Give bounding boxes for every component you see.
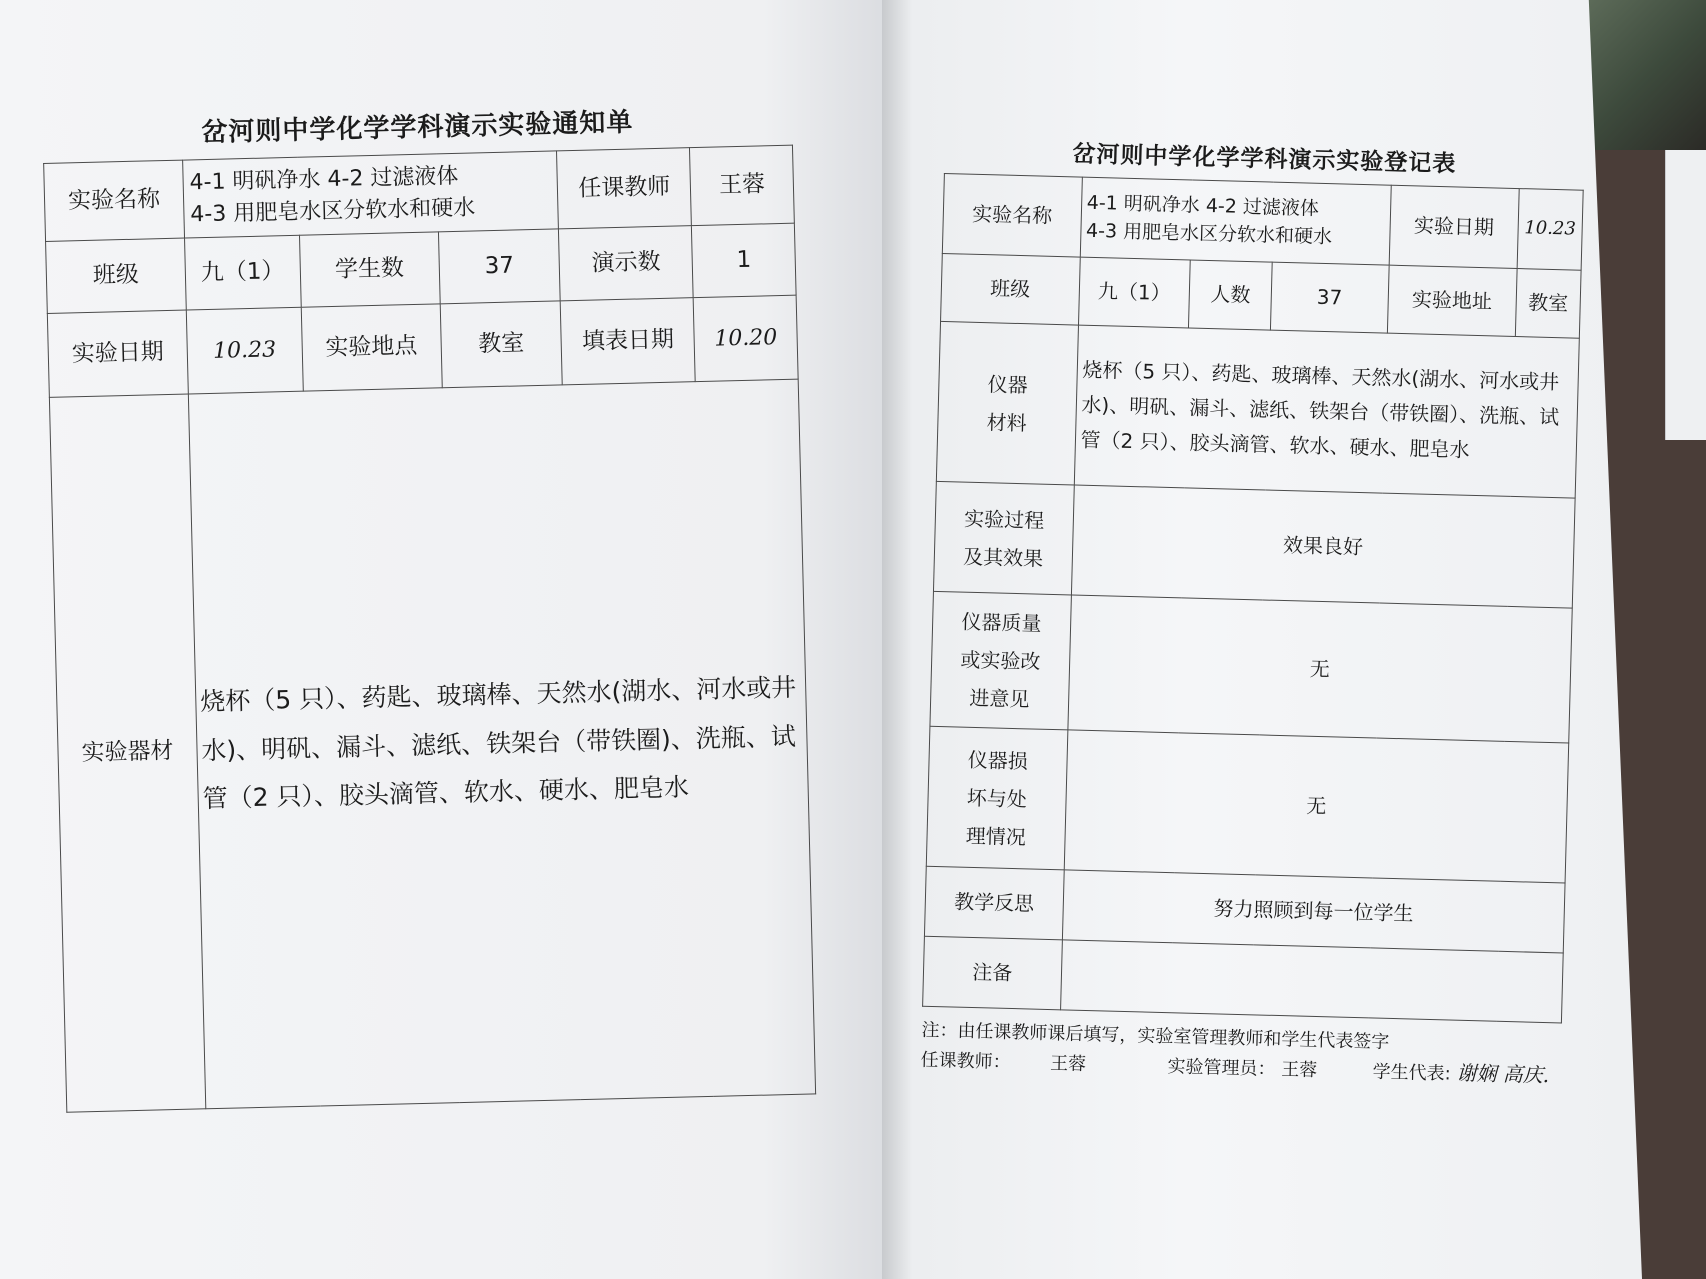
r-damage-label	[926, 726, 1067, 870]
r-quality-label	[930, 591, 1071, 730]
r-remarks-value	[1060, 940, 1563, 1023]
r-date-label: 实验日期	[1389, 185, 1519, 268]
notice-title: 岔河则中学化学学科演示实验通知单	[201, 107, 634, 149]
r-materials-label-2: 材料	[986, 409, 1028, 435]
demos-label: 演示数	[559, 226, 694, 301]
students-label: 学生数	[299, 232, 440, 307]
teacher-value: 王蓉	[690, 145, 795, 225]
r-process-label-1: 实验过程	[963, 506, 1045, 533]
register-table	[922, 173, 1584, 1023]
r-process-value: 效果良好	[1071, 485, 1575, 608]
demos-value: 1	[692, 223, 796, 297]
r-remarks-label: 注备	[923, 936, 1062, 1010]
r-damage-value: 无	[1064, 730, 1569, 883]
r-quality-value: 无	[1067, 595, 1572, 743]
r-quality-label-3: 进意见	[969, 685, 1030, 712]
date-label: 实验日期	[47, 310, 188, 397]
r-quality-label-2: 或实验改	[960, 647, 1041, 674]
r-count-value: 37	[1270, 262, 1388, 333]
admin-sign-value: 王蓉	[1280, 1059, 1318, 1082]
location-value: 教室	[440, 301, 563, 388]
exp-name-label: 实验名称	[44, 160, 185, 241]
register-form	[920, 132, 1584, 1090]
exp-name-value	[183, 151, 559, 238]
stray-paper-edge	[1665, 150, 1706, 440]
r-quality-label-1: 仪器质量	[961, 609, 1042, 636]
r-damage-label-1: 仪器损	[967, 747, 1029, 773]
admin-sign-label: 实验管理员：	[1167, 1056, 1276, 1080]
r-materials-value: 烧杯（5 只）、药匙、玻璃棒、天然水(湖水、河水或井水)、明矾、漏斗、滤纸、铁架台（带铁圈）、洗瓶、试管（2 只）、胶头滴管、软水、硬水、肥皂水	[1074, 325, 1579, 498]
class-value: 九（1）	[184, 235, 300, 310]
r-date-value-handwritten: 10.23	[1517, 189, 1583, 271]
location-label: 实验地点	[301, 304, 442, 391]
r-exp-name-label: 实验名称	[942, 173, 1082, 257]
r-process-label-2: 及其效果	[962, 544, 1044, 571]
r-reflection-value: 努力照顾到每一位学生	[1062, 870, 1565, 953]
notice-table	[43, 145, 816, 1113]
register-title: 岔河则中学化学学科演示实验登记表	[1072, 141, 1457, 178]
r-reflection-label: 教学反思	[924, 866, 1063, 940]
notice-form	[42, 98, 816, 1113]
r-class-label: 班级	[941, 253, 1080, 325]
materials-label: 实验器材	[49, 394, 205, 1112]
r-exp-name-line1: 4-1 明矾净水 4-2 过滤液体	[1086, 191, 1320, 220]
exp-name-line1: 4-1 明矾净水 4-2 过滤液体	[189, 163, 459, 196]
student-rep-signature: 谢娴 高庆.	[1456, 1060, 1550, 1088]
teacher-label: 任课教师	[557, 148, 692, 229]
r-damage-label-2: 坏与处	[966, 785, 1028, 811]
r-materials-label	[936, 321, 1078, 485]
r-exp-name-value	[1080, 177, 1391, 265]
r-damage-label-3: 理情况	[965, 823, 1027, 849]
r-class-value: 九（1）	[1078, 257, 1191, 328]
fill-date-label: 填表日期	[561, 298, 696, 385]
r-location-value: 教室	[1515, 269, 1581, 339]
class-label: 班级	[46, 238, 187, 313]
students-value: 37	[438, 229, 561, 304]
note-line: 注：由任课教师课后填写，实验室管理教师和学生代表签字	[921, 1019, 1390, 1053]
materials-value: 烧杯（5 只）、药匙、玻璃棒、天然水(湖水、河水或井水)、明矾、漏斗、滤纸、铁架台（带铁圈)、洗瓶、试管（2 只）、胶头滴管、软水、硬水、肥皂水	[188, 379, 815, 1109]
teacher-sign-label: 任课教师：	[920, 1049, 1011, 1074]
date-value-handwritten: 10.23	[186, 307, 303, 394]
exp-name-line2: 4-3 用肥皂水区分软水和硬水	[190, 194, 476, 227]
r-count-label: 人数	[1189, 260, 1272, 330]
student-rep-label: 学生代表:	[1372, 1061, 1452, 1085]
teacher-sign-value: 王蓉	[1049, 1053, 1087, 1076]
r-exp-name-line2: 4-3 用肥皂水区分软水和硬水	[1085, 219, 1333, 248]
fill-date-value-handwritten: 10.20	[693, 295, 798, 381]
r-process-label	[933, 481, 1073, 595]
r-materials-label-1: 仪器	[987, 371, 1029, 397]
r-location-label: 实验地址	[1387, 265, 1517, 336]
